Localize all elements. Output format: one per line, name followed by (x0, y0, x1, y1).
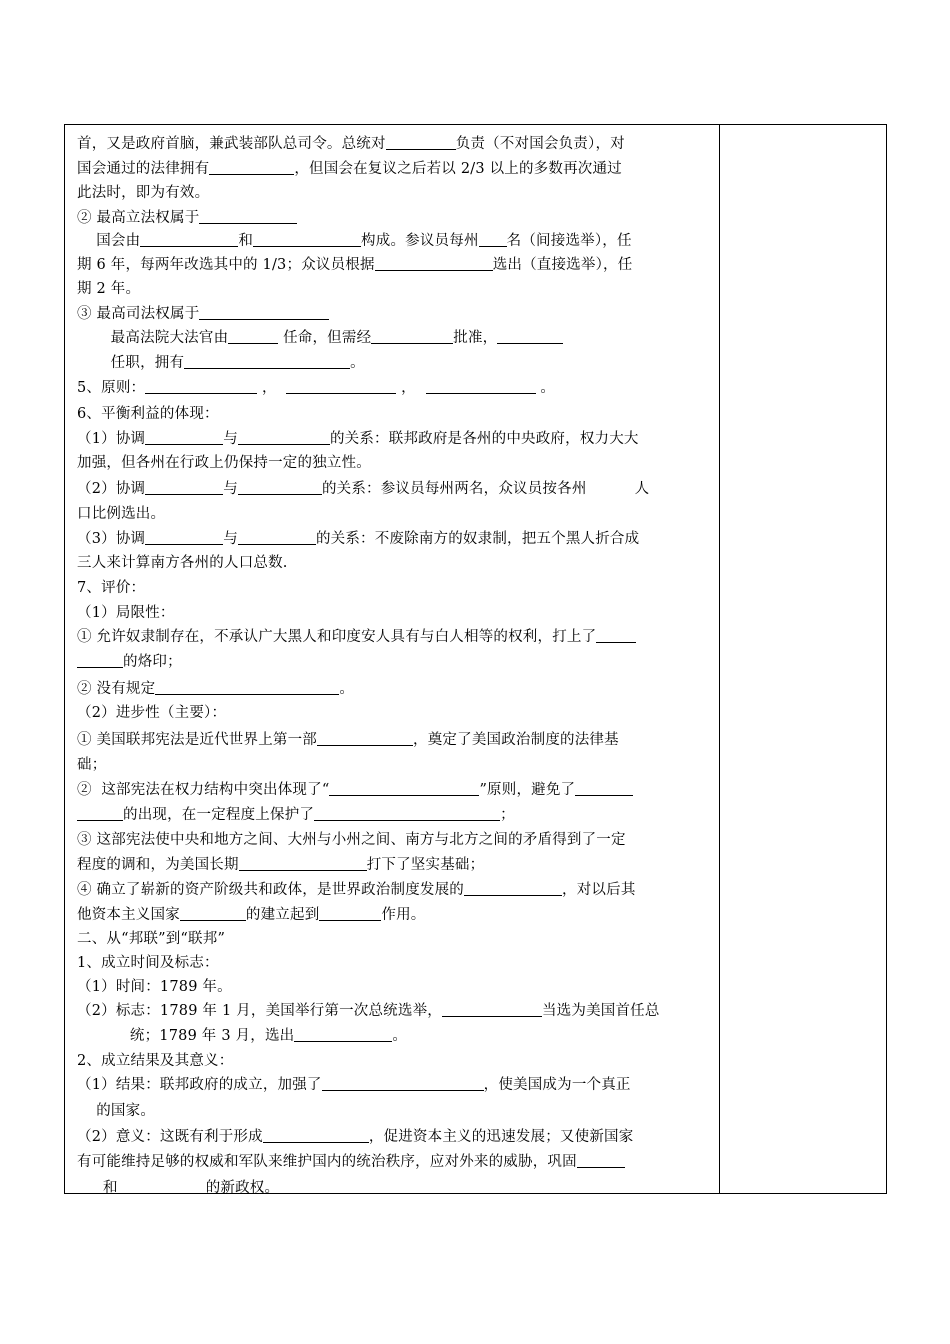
blank-fill-line[interactable] (239, 856, 367, 871)
text-line (77, 680, 354, 698)
line-text: ② 这部宪法在权力结构中突出体现了“ (77, 782, 330, 798)
line-text: ； (500, 807, 515, 823)
text-line (77, 806, 515, 824)
line-text: 和 (103, 1180, 118, 1196)
text-line (77, 430, 639, 448)
line-text: 6、平衡利益的体现： (77, 406, 219, 422)
blank-fill-line[interactable] (145, 379, 257, 394)
text-line (77, 930, 225, 948)
blank-fill-line[interactable] (479, 232, 507, 247)
line-text: 最高法院大法官由 (77, 330, 229, 346)
line-text: 的关系：参议员每州两名，众议员按各州 人 (321, 481, 650, 497)
line-text: ③ 这部宪法使中央和地方之间、大州与小州之间、南方与北方之间的矛盾得到了一定 (77, 832, 626, 848)
text-line (77, 135, 625, 153)
line-text: ，奠定了美国政治制度的法律基 (413, 732, 619, 748)
blank-fill-line[interactable] (180, 906, 246, 921)
blank-fill-line[interactable] (442, 1002, 542, 1017)
blank-fill-line[interactable] (238, 430, 330, 445)
text-line (77, 1128, 633, 1146)
line-text: 的国家。 (77, 1103, 156, 1119)
line-text: 础； (77, 757, 107, 773)
line-text: （2）意义：这既有利于形成 (77, 1129, 263, 1145)
line-text: 的建立起到 (245, 907, 320, 923)
text-line (77, 781, 633, 799)
text-line (77, 530, 639, 548)
text-line (77, 232, 632, 250)
line-text: 的关系：联邦政府是各州的中央政府，权力大大 (329, 431, 639, 447)
text-line (77, 856, 484, 874)
blank-fill-line[interactable] (263, 1128, 369, 1143)
line-text: （2）标志：1789 年 1 月，美国举行第一次总统选举， (77, 1003, 442, 1019)
text-line (77, 256, 632, 274)
line-text: 构成。参议员每州 (361, 233, 479, 249)
line-text: 。 (350, 355, 365, 371)
blank-fill-line[interactable] (77, 653, 123, 668)
line-text: ① 允许奴隶制存在，不承认广大黑人和印度安人具有与白人相等的权利，打上了 (77, 629, 597, 645)
text-line (77, 209, 297, 227)
text-line (77, 653, 182, 671)
blank-fill-line[interactable] (375, 256, 493, 271)
line-text: ， (257, 380, 287, 396)
text-line (77, 1052, 233, 1070)
line-text: 与 (223, 531, 238, 547)
blank-fill-line[interactable] (314, 806, 500, 821)
worksheet-table (64, 124, 887, 1194)
blank-fill-line[interactable] (209, 160, 294, 175)
text-line (77, 628, 636, 646)
text-line (77, 405, 219, 423)
text-line (77, 604, 175, 622)
line-text: 任职，拥有 (77, 355, 185, 371)
blank-fill-line[interactable] (199, 209, 297, 224)
text-line (77, 978, 232, 996)
blank-fill-line[interactable] (426, 379, 536, 394)
blank-fill-line[interactable] (145, 530, 223, 545)
blank-fill-line[interactable] (577, 1153, 625, 1168)
line-text: 2、成立结果及其意义： (77, 1053, 234, 1069)
blank-fill-line[interactable] (77, 1179, 103, 1194)
text-line (77, 756, 106, 774)
line-text: （2）协调 (77, 481, 146, 497)
text-line (77, 184, 209, 202)
text-line (77, 704, 226, 722)
blank-fill-line[interactable] (575, 781, 633, 796)
text-line (77, 280, 140, 298)
blank-fill-line[interactable] (140, 232, 238, 247)
blank-fill-line[interactable] (228, 329, 278, 344)
blank-fill-line[interactable] (371, 329, 453, 344)
text-line (77, 160, 622, 178)
text-line (77, 1002, 660, 1020)
blank-fill-line[interactable] (238, 480, 322, 495)
line-text: ③ 最高司法权属于 (77, 306, 200, 322)
line-text: 的出现，在一定程度上保护了 (123, 807, 315, 823)
blank-fill-line[interactable] (155, 680, 339, 695)
blank-fill-line[interactable] (253, 232, 361, 247)
line-text: 此法时，即为有效。 (77, 185, 210, 201)
text-line (77, 1076, 631, 1094)
line-text: （3）协调 (77, 531, 146, 547)
line-text: ，对以后其 (562, 882, 636, 898)
line-text: 统；1789 年 3 月，选出 (77, 1028, 295, 1044)
line-text: 负责（不对国会负责），对 (455, 136, 625, 152)
text-line (77, 554, 288, 572)
text-line (77, 906, 426, 924)
line-text: 名（间接选举），任 (506, 233, 632, 249)
line-text: 二、从“邦联”到“联邦” (77, 931, 226, 947)
blank-fill-line[interactable] (386, 135, 456, 150)
text-line (77, 480, 649, 498)
text-line (77, 1153, 625, 1171)
line-text: 与 (223, 431, 238, 447)
line-text: ，使美国成为一个真正 (483, 1077, 631, 1093)
text-line (77, 305, 329, 323)
blank-fill-line[interactable] (294, 1027, 392, 1042)
text-line (77, 354, 365, 372)
line-text: 7、评价： (77, 580, 146, 596)
line-text: 程度的调和，为美国长期 (77, 857, 239, 873)
blank-fill-line[interactable] (596, 628, 636, 643)
blank-fill-line[interactable] (319, 906, 381, 921)
line-text: 期 2 年。 (77, 281, 141, 297)
line-text: ② 没有规定 (77, 681, 156, 697)
blank-fill-line[interactable] (145, 430, 223, 445)
text-line (77, 1102, 155, 1120)
line-text: ，促进资本主义的迅速发展；又使新国家 (368, 1129, 634, 1145)
blank-fill-line[interactable] (145, 480, 223, 495)
line-text: 的烙印； (123, 654, 182, 670)
text-line (77, 379, 555, 397)
line-text: 口比例选出。 (77, 506, 166, 522)
blank-fill-line[interactable] (118, 1179, 206, 1194)
blank-fill-line[interactable] (286, 379, 396, 394)
line-text: 。 (392, 1028, 408, 1044)
line-text: ④ 确立了崭新的资产阶级共和政体，是世界政治制度发展的 (77, 882, 465, 898)
line-text: ② 最高立法权属于 (77, 210, 200, 226)
line-text: 。 (535, 380, 556, 396)
column-divider (719, 125, 720, 1193)
text-line (77, 831, 626, 849)
line-text: 国会由 (77, 233, 141, 249)
line-text: （1）时间：1789 年。 (77, 979, 232, 995)
text-line (77, 731, 619, 749)
blank-fill-line[interactable] (317, 731, 413, 746)
line-text: （2）进步性（主要）： (77, 705, 227, 721)
text-line (77, 329, 563, 347)
line-text: ，但国会在复议之后若以 2/3 以上的多数再次通过 (294, 161, 622, 177)
blank-fill-line[interactable] (497, 329, 563, 344)
line-text: 有可能维持足够的权威和军队来维护国内的统治秩序，应对外来的威胁，巩固 (77, 1154, 577, 1170)
text-line (77, 579, 145, 597)
line-text: 国会通过的法律拥有 (77, 161, 210, 177)
line-text: 作用。 (381, 907, 426, 923)
text-line (77, 454, 371, 472)
line-text: 的关系：不废除南方的奴隶制，把五个黑人折合成 (315, 531, 640, 547)
text-line (77, 954, 219, 972)
line-text: 打下了坚实基础； (366, 857, 485, 873)
line-text: 的新政权。 (205, 1180, 280, 1196)
line-text: 三人来计算南方各州的人口总数. (77, 555, 288, 571)
text-line (77, 1179, 279, 1197)
text-line (77, 1027, 407, 1045)
line-text: 他资本主义国家 (77, 907, 180, 923)
line-text: 任命，但需经 (278, 330, 372, 346)
line-text: 期 6 年，每两年改选其中的 1/3；众议员根据 (77, 257, 375, 273)
blank-fill-line[interactable] (184, 354, 350, 369)
blank-fill-line[interactable] (199, 305, 329, 320)
line-text: ， (396, 380, 426, 396)
line-text: ① 美国联邦宪法是近代世界上第一部 (77, 732, 318, 748)
line-text: 1、成立时间及标志： (77, 955, 219, 971)
line-text: （1）局限性： (77, 605, 175, 621)
blank-fill-line[interactable] (77, 806, 123, 821)
line-text: 与 (223, 481, 238, 497)
line-text: （1）协调 (77, 431, 146, 447)
line-text: 当选为美国首任总 (541, 1003, 660, 1019)
blank-fill-line[interactable] (238, 530, 316, 545)
line-text: 首，又是政府首脑，兼武装部队总司令。总统对 (77, 136, 386, 152)
line-text: 和 (238, 233, 254, 249)
blank-fill-line[interactable] (464, 881, 562, 896)
line-text: ”原则，避免了 (479, 782, 576, 798)
line-text: 选出（直接选举），任 (492, 257, 633, 273)
line-text: 5、原则： (77, 380, 146, 396)
blank-fill-line[interactable] (322, 1076, 484, 1091)
line-text: 批准， (453, 330, 498, 346)
text-line (77, 881, 636, 899)
line-text: 加强，但各州在行政上仍保持一定的独立性。 (77, 455, 371, 471)
line-text: 。 (339, 681, 355, 697)
text-line (77, 505, 165, 523)
blank-fill-line[interactable] (329, 781, 479, 796)
line-text: （1）结果：联邦政府的成立，加强了 (77, 1077, 322, 1093)
